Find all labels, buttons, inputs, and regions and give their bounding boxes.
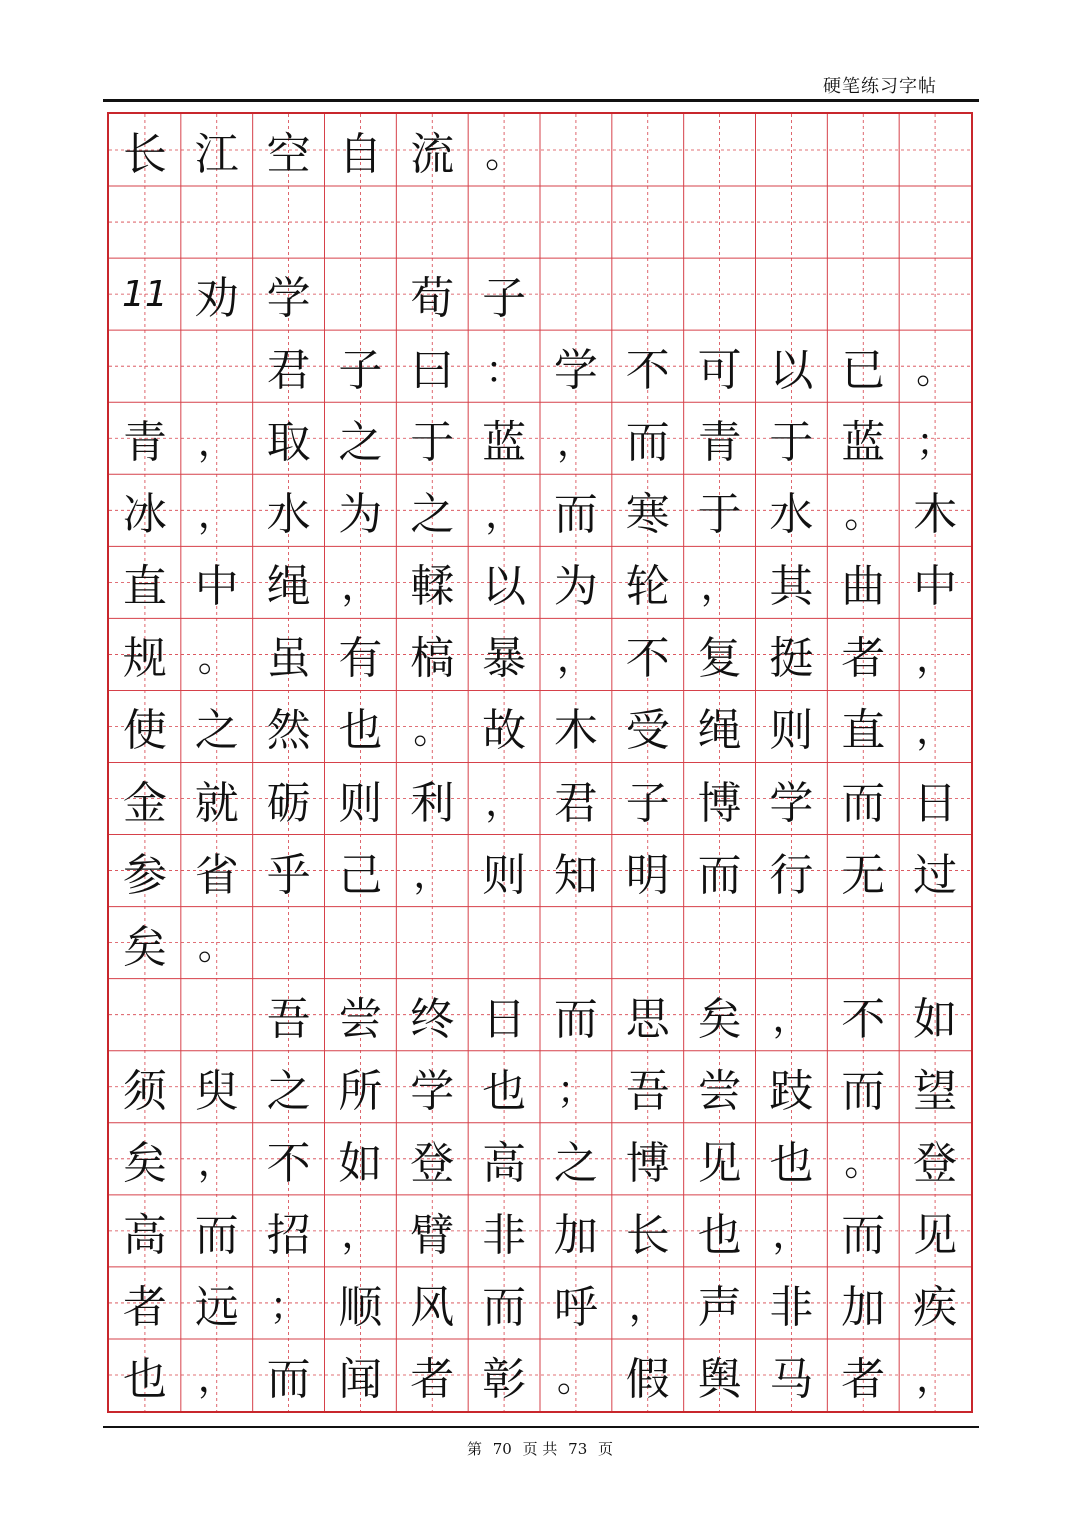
grid-char: ， (772, 1212, 811, 1257)
grid-char: 而 (553, 489, 598, 541)
grid-char: 。 (485, 131, 524, 176)
grid-char: 明 (625, 849, 670, 901)
grid-char: 而 (194, 1209, 239, 1261)
grid-char: 须 (122, 1065, 167, 1117)
grid-char: 空 (266, 129, 311, 181)
grid-char: 矣 (697, 993, 742, 1045)
footer-mid: 页 共 (522, 1440, 558, 1458)
grid-char: 蓝 (482, 417, 527, 469)
grid-char: 而 (266, 1353, 311, 1405)
grid-char: 则 (769, 705, 814, 757)
grid-char: 则 (482, 849, 527, 901)
grid-char: ， (556, 635, 595, 680)
grid-char: ， (556, 419, 595, 464)
grid-char: 矣 (122, 921, 167, 973)
grid-char: 疾 (913, 1281, 958, 1333)
grid-char: 知 (553, 849, 598, 901)
grid-char: 日 (913, 777, 958, 829)
grid-char: 所 (338, 1065, 383, 1117)
header-title: 硬笔练习字帖 (823, 76, 937, 97)
grid-char: ， (485, 780, 524, 825)
grid-char: 加 (553, 1209, 598, 1261)
grid-char: 流 (410, 129, 455, 181)
grid-char: ， (700, 563, 739, 608)
grid-char: 。 (413, 707, 452, 752)
grid-char: 日 (482, 993, 527, 1045)
grid-char: 则 (338, 777, 383, 829)
grid-char: 有 (338, 633, 383, 685)
grid-char: 青 (122, 417, 167, 469)
grid-char: 假 (625, 1353, 670, 1405)
grid-char: ， (628, 1284, 667, 1329)
grid-char: 尝 (697, 1065, 742, 1117)
grid-char: 已 (841, 345, 886, 397)
grid-char: 。 (844, 1140, 883, 1185)
grid-char: 中 (913, 561, 958, 613)
grid-char: 。 (556, 1356, 595, 1401)
grid-char: 舆 (697, 1353, 742, 1405)
grid-char: 不 (625, 345, 670, 397)
grid-char: 而 (841, 777, 886, 829)
grid-char: 非 (482, 1209, 527, 1261)
grid-char: 者 (841, 633, 886, 685)
grid-char: 水 (266, 489, 311, 541)
grid-char: 参 (122, 849, 167, 901)
grid-char: 臾 (194, 1065, 239, 1117)
footer-total-pages: 73 (568, 1440, 588, 1458)
grid-char: 。 (844, 491, 883, 536)
grid-char: 其 (769, 561, 814, 613)
grid-char: 吾 (625, 1065, 670, 1117)
grid-char: 绳 (697, 705, 742, 757)
grid-char: 见 (913, 1209, 958, 1261)
page-footer (0, 1438, 1080, 1459)
grid-char: 规 (122, 633, 167, 685)
grid-char: 使 (122, 705, 167, 757)
grid-char: ， (341, 1212, 380, 1257)
grid-char: 而 (625, 417, 670, 469)
grid-char: 江 (194, 129, 239, 181)
grid-char: 可 (697, 345, 742, 397)
grid-char: 声 (697, 1281, 742, 1333)
grid-char: 之 (410, 489, 455, 541)
grid-char: 者 (122, 1281, 167, 1333)
grid-char: 冰 (122, 489, 167, 541)
grid-char: 水 (769, 489, 814, 541)
grid-char: ， (916, 1356, 955, 1401)
footer-rule (103, 1426, 979, 1428)
grid-char: 远 (194, 1281, 239, 1333)
grid-char: 。 (916, 347, 955, 392)
grid-char: 暴 (482, 633, 527, 685)
grid-char: 高 (482, 1137, 527, 1189)
grid-char: 中 (194, 561, 239, 613)
grid-char: 直 (841, 705, 886, 757)
grid-char: 闻 (338, 1353, 383, 1405)
grid-char: 马 (769, 1353, 814, 1405)
grid-char: ： (485, 347, 524, 392)
footer-prefix: 第 (466, 1440, 482, 1458)
grid-char: 省 (194, 849, 239, 901)
grid-char: 子 (625, 777, 670, 829)
footer-page-number: 70 (492, 1440, 512, 1458)
grid-char: 风 (410, 1281, 455, 1333)
grid-char: 砺 (266, 777, 311, 829)
grid-char: 为 (338, 489, 383, 541)
grid-char: 以 (482, 561, 527, 613)
grid-char: 望 (913, 1065, 958, 1117)
grid-char: 金 (122, 777, 167, 829)
grid-char: 矣 (122, 1137, 167, 1189)
grid-char: 尝 (338, 993, 383, 1045)
grid-char: 取 (266, 417, 311, 469)
grid-char: 君 (266, 345, 311, 397)
grid-char: 长 (625, 1209, 670, 1261)
grid-char: 不 (841, 993, 886, 1045)
grid-char: 受 (625, 705, 670, 757)
grid-char: 如 (913, 993, 958, 1045)
grid-char: 也 (697, 1209, 742, 1261)
grid-char: 者 (841, 1353, 886, 1405)
grid-char: 臂 (410, 1209, 455, 1261)
grid-char: 就 (194, 777, 239, 829)
grid-char: 自 (338, 129, 383, 181)
grid-char: 蓝 (841, 417, 886, 469)
grid-char: 不 (266, 1137, 311, 1189)
grid-char: 轮 (625, 561, 670, 613)
grid-char: 呼 (553, 1281, 598, 1333)
grid-char: 于 (410, 417, 455, 469)
grid-char: 学 (410, 1065, 455, 1117)
grid-char: 曲 (841, 561, 886, 613)
grid-char: 终 (410, 993, 455, 1045)
grid-char: 以 (769, 345, 814, 397)
grid-char: 长 (122, 129, 167, 181)
grid-char: 之 (553, 1137, 598, 1189)
grid-char: 者 (410, 1353, 455, 1405)
grid-char: 学 (769, 777, 814, 829)
grid-char: 学 (553, 345, 598, 397)
grid-char: 非 (769, 1281, 814, 1333)
grid-char: 学 (266, 273, 311, 325)
grid-char: ， (413, 852, 452, 897)
grid-char: 博 (625, 1137, 670, 1189)
grid-char: 吾 (266, 993, 311, 1045)
footer-suffix: 页 (598, 1440, 614, 1458)
grid-char: 。 (197, 924, 236, 969)
practice-grid (107, 112, 973, 1413)
grid-char: 如 (338, 1137, 383, 1189)
grid-char: 之 (266, 1065, 311, 1117)
grid-char: 木 (913, 489, 958, 541)
grid-char: 荀 (410, 273, 455, 325)
grid-char: 利 (410, 777, 455, 829)
grid-char: ， (341, 563, 380, 608)
grid-char: 思 (625, 993, 670, 1045)
grid-char: 然 (266, 705, 311, 757)
grid-char: 无 (841, 849, 886, 901)
grid-char: 之 (338, 417, 383, 469)
grid-char: 直 (122, 561, 167, 613)
grid-char: 虽 (266, 633, 311, 685)
grid-char: 乎 (266, 849, 311, 901)
grid-char: 而 (841, 1065, 886, 1117)
grid-char: ， (485, 491, 524, 536)
grid-char: 子 (482, 273, 527, 325)
grid-char: ， (197, 1140, 236, 1185)
grid-char: 曰 (410, 345, 455, 397)
grid-char: 之 (194, 705, 239, 757)
grid-char: 顺 (338, 1281, 383, 1333)
grid-char: ， (197, 1356, 236, 1401)
grid-char: 槁 (410, 633, 455, 685)
grid-char: ； (556, 1068, 595, 1113)
grid-char: 木 (553, 705, 598, 757)
grid-char: 青 (697, 417, 742, 469)
grid-char: 也 (769, 1137, 814, 1189)
grid-char: 而 (697, 849, 742, 901)
grid-char: 而 (482, 1281, 527, 1333)
header-rule (103, 99, 979, 102)
grid-char: 也 (482, 1065, 527, 1117)
grid-char: 于 (697, 489, 742, 541)
grid-char: 博 (697, 777, 742, 829)
grid-char: 过 (913, 849, 958, 901)
grid-char: 輮 (410, 561, 455, 613)
grid-char: 子 (338, 345, 383, 397)
grid-char: 不 (625, 633, 670, 685)
grid-char: 彰 (482, 1353, 527, 1405)
grid-char: 绳 (266, 561, 311, 613)
grid-char: 也 (338, 705, 383, 757)
grid-char: ； (269, 1284, 308, 1329)
grid-char: 登 (410, 1137, 455, 1189)
grid-char: 为 (553, 561, 598, 613)
grid-char: 而 (841, 1209, 886, 1261)
grid-char: 故 (482, 705, 527, 757)
grid-char: 。 (197, 635, 236, 680)
grid-char: ， (916, 635, 955, 680)
grid-char: 复 (697, 633, 742, 685)
grid-char: 11 (122, 273, 168, 315)
grid-char: 于 (769, 417, 814, 469)
grid-char: 挺 (769, 633, 814, 685)
grid-char: ； (916, 419, 955, 464)
grid-char: 己 (338, 849, 383, 901)
grid-char: 劝 (194, 273, 239, 325)
grid-char: 而 (553, 993, 598, 1045)
grid-char: ， (916, 707, 955, 752)
grid-char: 加 (841, 1281, 886, 1333)
grid-char: 寒 (625, 489, 670, 541)
grid-char: 也 (122, 1353, 167, 1405)
grid-char: ， (772, 996, 811, 1041)
grid-char: ， (197, 491, 236, 536)
grid-char: 跂 (769, 1065, 814, 1117)
grid-char: 高 (122, 1209, 167, 1261)
grid-char: 君 (553, 777, 598, 829)
grid-char: 行 (769, 849, 814, 901)
grid-char: 登 (913, 1137, 958, 1189)
grid-char: 见 (697, 1137, 742, 1189)
grid-char: 招 (266, 1209, 311, 1261)
grid-char: ， (197, 419, 236, 464)
